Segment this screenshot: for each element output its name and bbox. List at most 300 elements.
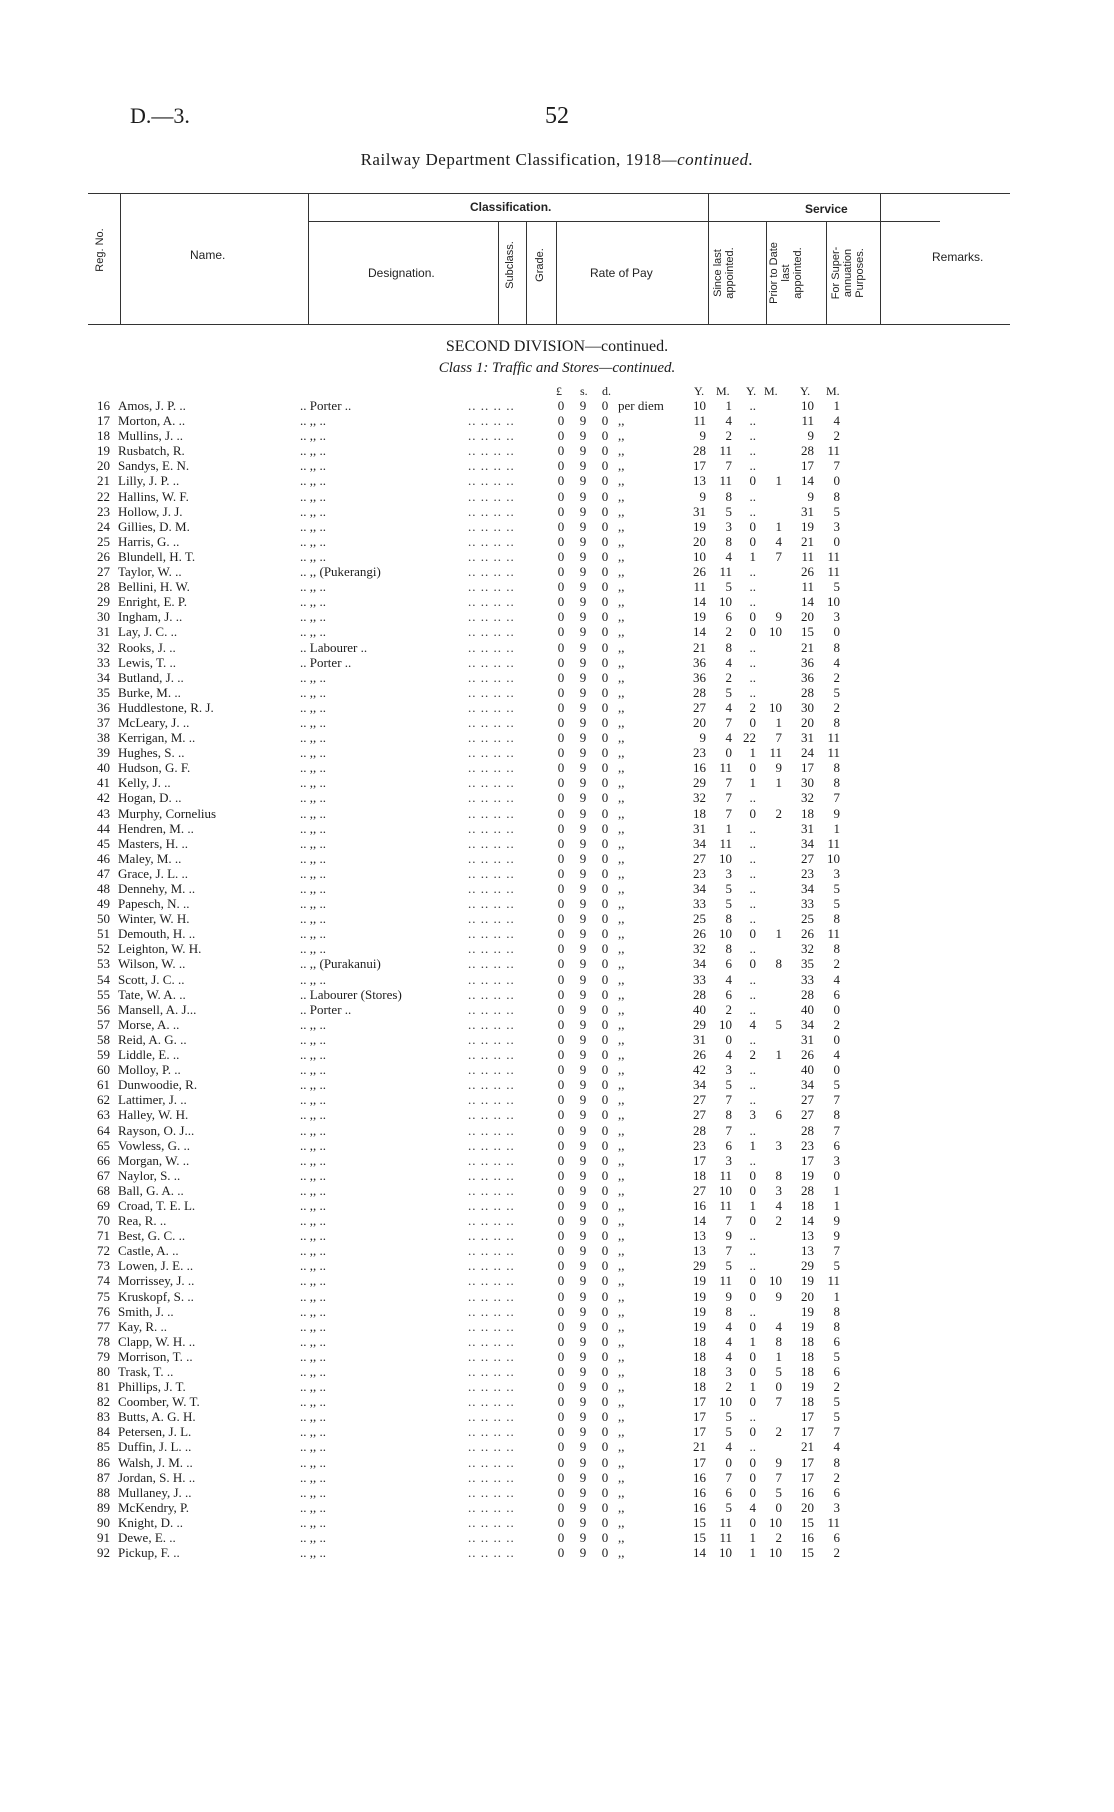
- employee-name: Morrison, T. ..: [118, 1348, 193, 1364]
- employee-name: Gillies, D. M.: [118, 518, 190, 534]
- pay-pounds: 0: [557, 1213, 565, 1229]
- prior-years: ..: [749, 835, 756, 851]
- pay-pence: 0: [601, 488, 609, 504]
- since-years: 18: [693, 1167, 706, 1183]
- reg-no: 36: [97, 699, 110, 715]
- pay-pence: 0: [601, 1288, 609, 1304]
- prior-years: 1: [749, 1137, 756, 1153]
- prior-years: ..: [749, 443, 756, 459]
- pay-pounds: 0: [557, 1258, 565, 1274]
- pay-period: ,,: [618, 1469, 625, 1485]
- table-row: [0, 1394, 1114, 1409]
- employee-name: Rea, R. ..: [118, 1213, 167, 1229]
- super-months: 4: [833, 654, 840, 670]
- pay-shillings: 9: [579, 654, 587, 670]
- pay-pence: 0: [601, 986, 609, 1002]
- pay-shillings: 9: [579, 488, 587, 504]
- employee-name: Kay, R. ..: [118, 1318, 167, 1334]
- pay-shillings: 9: [579, 1077, 587, 1093]
- super-months: 11: [827, 443, 840, 459]
- header-superannuation: For Super- annuation Purposes.: [830, 246, 866, 300]
- pay-period: ,,: [618, 1454, 625, 1470]
- designation: .. Porter ..: [300, 1001, 352, 1017]
- reg-no: 53: [97, 956, 110, 972]
- leader-dots: .. .. .. ..: [468, 745, 515, 761]
- since-months: 8: [725, 941, 732, 957]
- leader-dots: .. .. .. ..: [468, 1409, 515, 1425]
- super-years: 31: [801, 503, 814, 519]
- designation: .. ,, ..: [300, 820, 326, 836]
- pay-pounds: 0: [557, 941, 565, 957]
- designation: .. ,, ..: [300, 745, 326, 761]
- pay-pence: 0: [601, 518, 609, 534]
- employee-name: Petersen, J. L.: [118, 1424, 192, 1440]
- since-months: 3: [725, 1152, 732, 1168]
- pay-shillings: 9: [579, 775, 587, 791]
- employee-name: Phillips, J. T.: [118, 1379, 186, 1395]
- super-months: 2: [833, 699, 840, 715]
- pay-shillings: 9: [579, 1137, 587, 1153]
- table-row: [0, 987, 1114, 1002]
- table-row: [0, 473, 1114, 488]
- pay-shillings: 9: [579, 911, 587, 927]
- table-row: [0, 655, 1114, 670]
- pay-shillings: 9: [579, 896, 587, 912]
- leader-dots: .. .. .. ..: [468, 669, 515, 685]
- leader-dots: .. .. .. ..: [468, 518, 515, 534]
- super-months: 4: [833, 413, 840, 429]
- since-months: 6: [725, 986, 732, 1002]
- since-months: 4: [725, 1047, 732, 1063]
- table-row: [0, 685, 1114, 700]
- designation: .. ,, ..: [300, 911, 326, 927]
- employee-name: Papesch, N. ..: [118, 896, 190, 912]
- super-years: 14: [801, 473, 814, 489]
- super-months: 5: [833, 1077, 840, 1093]
- pay-shillings: 9: [579, 1213, 587, 1229]
- super-months: 8: [833, 1107, 840, 1123]
- super-months: 0: [833, 1062, 840, 1078]
- designation: .. ,, ..: [300, 413, 326, 429]
- super-years: 34: [801, 835, 814, 851]
- since-years: 28: [693, 443, 706, 459]
- pay-pounds: 0: [557, 548, 565, 564]
- since-years: 16: [693, 760, 706, 776]
- pay-pence: 0: [601, 790, 609, 806]
- table-row: [0, 956, 1114, 971]
- reg-no: 35: [97, 684, 110, 700]
- table-row: [0, 564, 1114, 579]
- leader-dots: .. .. .. ..: [468, 1047, 515, 1063]
- designation: .. ,, ..: [300, 1409, 326, 1425]
- pay-pence: 0: [601, 1243, 609, 1259]
- since-months: 11: [719, 1530, 732, 1546]
- pay-period: ,,: [618, 533, 625, 549]
- designation: .. ,, ..: [300, 1243, 326, 1259]
- super-years: 26: [801, 1047, 814, 1063]
- super-months: 0: [833, 624, 840, 640]
- pay-shillings: 9: [579, 1228, 587, 1244]
- table-row: [0, 1107, 1114, 1122]
- since-months: 7: [725, 805, 732, 821]
- pay-pounds: 0: [557, 1514, 565, 1530]
- pay-pence: 0: [601, 1167, 609, 1183]
- pay-period: ,,: [618, 684, 625, 700]
- pay-period: ,,: [618, 1514, 625, 1530]
- employee-name: Grace, J. L. ..: [118, 865, 189, 881]
- pay-pence: 0: [601, 1318, 609, 1334]
- since-years: 28: [693, 986, 706, 1002]
- super-months: 9: [833, 1228, 840, 1244]
- reg-no: 88: [97, 1484, 110, 1500]
- since-years: 27: [693, 1182, 706, 1198]
- pay-period: ,,: [618, 971, 625, 987]
- pay-period: ,,: [618, 413, 625, 429]
- reg-no: 23: [97, 503, 110, 519]
- header-since-last: Since last appointed.: [712, 247, 736, 299]
- prior-months: 4: [775, 533, 782, 549]
- since-months: 11: [719, 473, 732, 489]
- reg-no: 29: [97, 594, 110, 610]
- super-months: 11: [827, 926, 840, 942]
- since-years: 31: [693, 820, 706, 836]
- pay-period: ,,: [618, 941, 625, 957]
- designation: .. ,, ..: [300, 699, 326, 715]
- prior-years: ..: [749, 1439, 756, 1455]
- super-years: 35: [801, 956, 814, 972]
- super-months: 7: [833, 458, 840, 474]
- prior-years: 0: [749, 473, 756, 489]
- employee-name: Butland, J. ..: [118, 669, 184, 685]
- super-months: 8: [833, 760, 840, 776]
- table-row: [0, 1500, 1114, 1515]
- employee-name: Butts, A. G. H.: [118, 1409, 196, 1425]
- pay-pounds: 0: [557, 1001, 565, 1017]
- prior-years: ..: [749, 850, 756, 866]
- prior-months: 5: [775, 1016, 782, 1032]
- since-months: 10: [719, 1182, 732, 1198]
- super-months: 4: [833, 1047, 840, 1063]
- since-years: 26: [693, 564, 706, 580]
- reg-no: 82: [97, 1394, 110, 1410]
- leader-dots: .. .. .. ..: [468, 609, 515, 625]
- pay-pence: 0: [601, 760, 609, 776]
- leader-dots: .. .. .. ..: [468, 1243, 515, 1259]
- since-months: 0: [725, 1454, 732, 1470]
- designation: .. ,, ..: [300, 1258, 326, 1274]
- designation: .. ,, ..: [300, 1107, 326, 1123]
- pay-period: ,,: [618, 1424, 625, 1440]
- leader-dots: .. .. .. ..: [468, 1092, 515, 1108]
- pay-pence: 0: [601, 1348, 609, 1364]
- col-rule-9: [880, 193, 881, 324]
- since-years: 21: [693, 1439, 706, 1455]
- prior-years: ..: [749, 669, 756, 685]
- designation: .. ,, ..: [300, 1062, 326, 1078]
- pay-shillings: 9: [579, 1303, 587, 1319]
- pay-pounds: 0: [557, 775, 565, 791]
- reg-no: 21: [97, 473, 110, 489]
- super-years: 11: [801, 548, 814, 564]
- since-years: 10: [693, 398, 706, 413]
- prior-years: ..: [749, 1122, 756, 1138]
- super-years: 17: [801, 1409, 814, 1425]
- pay-shillings: 9: [579, 398, 587, 413]
- super-years: 20: [801, 1499, 814, 1515]
- designation: .. ,, ..: [300, 1364, 326, 1379]
- header-top-rule: [88, 193, 1010, 194]
- header-name: Name.: [190, 248, 226, 262]
- pay-pounds: 0: [557, 1016, 565, 1032]
- since-years: 34: [693, 835, 706, 851]
- table-row: [0, 1062, 1114, 1077]
- pay-pounds: 0: [557, 1364, 565, 1379]
- pay-period: ,,: [618, 1062, 625, 1078]
- table-row: [0, 972, 1114, 987]
- prior-months: 1: [775, 473, 782, 489]
- super-years: 36: [801, 654, 814, 670]
- prior-years: 0: [749, 518, 756, 534]
- super-months: 6: [833, 1137, 840, 1153]
- pay-shillings: 9: [579, 1484, 587, 1500]
- reg-no: 60: [97, 1062, 110, 1078]
- leader-dots: .. .. .. ..: [468, 971, 515, 987]
- pay-shillings: 9: [579, 548, 587, 564]
- super-years: 26: [801, 564, 814, 580]
- pay-pence: 0: [601, 911, 609, 927]
- pay-shillings: 9: [579, 669, 587, 685]
- super-years: 9: [807, 428, 814, 444]
- reg-no: 22: [97, 488, 110, 504]
- pay-pence: 0: [601, 775, 609, 791]
- pay-pounds: 0: [557, 594, 565, 610]
- prior-months: 0: [775, 1499, 782, 1515]
- pay-shillings: 9: [579, 714, 587, 730]
- pay-pence: 0: [601, 926, 609, 942]
- class-title: Class 1: Traffic and Stores—continued.: [438, 360, 676, 376]
- employee-name: Lewis, T. ..: [118, 654, 177, 670]
- leader-dots: .. .. .. ..: [468, 1228, 515, 1244]
- since-months: 7: [725, 1122, 732, 1138]
- super-years: 19: [801, 1303, 814, 1319]
- pay-period: ,,: [618, 1137, 625, 1153]
- pay-pence: 0: [601, 548, 609, 564]
- super-years: 32: [801, 941, 814, 957]
- super-months: 10: [827, 594, 840, 610]
- pay-pence: 0: [601, 639, 609, 655]
- table-row: [0, 700, 1114, 715]
- table-row: [0, 1319, 1114, 1334]
- leader-dots: .. .. .. ..: [468, 1454, 515, 1470]
- since-months: 5: [725, 896, 732, 912]
- prior-months: 11: [769, 745, 782, 761]
- pay-pounds: 0: [557, 956, 565, 972]
- prior-years: ..: [749, 1092, 756, 1108]
- super-months: 11: [827, 1273, 840, 1289]
- prior-years: 1: [749, 1379, 756, 1395]
- employee-name: Dunwoodie, R.: [118, 1077, 198, 1093]
- designation: .. ,, ..: [300, 473, 326, 489]
- pay-pounds: 0: [557, 1439, 565, 1455]
- employee-name: Rusbatch, R.: [118, 443, 185, 459]
- pay-pounds: 0: [557, 1062, 565, 1078]
- table-row: [0, 806, 1114, 821]
- pay-pence: 0: [601, 684, 609, 700]
- employee-name: Hendren, M. ..: [118, 820, 194, 836]
- designation: .. ,, ..: [300, 1137, 326, 1153]
- super-years: 17: [801, 1424, 814, 1440]
- since-months: 6: [725, 1484, 732, 1500]
- employee-name: Coomber, W. T.: [118, 1394, 200, 1410]
- employee-name: Hallins, W. F.: [118, 488, 189, 504]
- pay-shillings: 9: [579, 745, 587, 761]
- pay-shillings: 9: [579, 518, 587, 534]
- since-years: 16: [693, 1197, 706, 1213]
- leader-dots: .. .. .. ..: [468, 1016, 515, 1032]
- super-months: 8: [833, 911, 840, 927]
- unit-super-months: M.: [826, 384, 840, 398]
- since-months: 8: [725, 911, 732, 927]
- prior-months: 3: [775, 1137, 782, 1153]
- since-years: 27: [693, 1107, 706, 1123]
- reg-no: 52: [97, 941, 110, 957]
- table-row: [0, 594, 1114, 609]
- prior-months: 8: [775, 1167, 782, 1183]
- since-years: 17: [693, 1152, 706, 1168]
- super-months: 2: [833, 956, 840, 972]
- table-row: [0, 428, 1114, 443]
- pay-shillings: 9: [579, 1499, 587, 1515]
- pay-shillings: 9: [579, 443, 587, 459]
- leader-dots: .. .. .. ..: [468, 1394, 515, 1410]
- pay-period: ,,: [618, 926, 625, 942]
- pay-shillings: 9: [579, 971, 587, 987]
- pay-pence: 0: [601, 956, 609, 972]
- pay-pounds: 0: [557, 926, 565, 942]
- since-years: 20: [693, 533, 706, 549]
- pay-pence: 0: [601, 1047, 609, 1063]
- table-row: [0, 549, 1114, 564]
- pay-pence: 0: [601, 1424, 609, 1440]
- leader-dots: .. .. .. ..: [468, 1182, 515, 1198]
- employee-name: Masters, H. ..: [118, 835, 189, 851]
- pay-shillings: 9: [579, 1318, 587, 1334]
- pay-pence: 0: [601, 1484, 609, 1500]
- employee-name: Pickup, F. ..: [118, 1545, 180, 1561]
- since-years: 34: [693, 1077, 706, 1093]
- leader-dots: .. .. .. ..: [468, 835, 515, 851]
- designation: .. ,, ..: [300, 1228, 326, 1244]
- super-months: 11: [827, 835, 840, 851]
- table-row: [0, 745, 1114, 760]
- super-years: 18: [801, 1333, 814, 1349]
- prior-months: 10: [769, 1514, 782, 1530]
- super-months: 5: [833, 896, 840, 912]
- pay-pence: 0: [601, 1197, 609, 1213]
- pay-period: ,,: [618, 1484, 625, 1500]
- pay-shillings: 9: [579, 624, 587, 640]
- prior-years: 2: [749, 699, 756, 715]
- pay-pence: 0: [601, 654, 609, 670]
- prior-months: 7: [775, 548, 782, 564]
- pay-pounds: 0: [557, 820, 565, 836]
- designation: .. ,, ..: [300, 790, 326, 806]
- pay-period: ,,: [618, 911, 625, 927]
- pay-pence: 0: [601, 820, 609, 836]
- prior-months: 1: [775, 926, 782, 942]
- pay-pence: 0: [601, 1001, 609, 1017]
- document-title-suffix: —continued.: [661, 150, 754, 169]
- leader-dots: .. .. .. ..: [468, 639, 515, 655]
- pay-shillings: 9: [579, 850, 587, 866]
- reg-no: 65: [97, 1137, 110, 1153]
- pay-shillings: 9: [579, 1454, 587, 1470]
- since-years: 34: [693, 881, 706, 896]
- pay-pounds: 0: [557, 1228, 565, 1244]
- pay-shillings: 9: [579, 941, 587, 957]
- pay-period: ,,: [618, 745, 625, 761]
- employee-name: McKendry, P.: [118, 1499, 190, 1515]
- pay-pounds: 0: [557, 1152, 565, 1168]
- designation: .. ,, ..: [300, 714, 326, 730]
- prior-years: 0: [749, 1182, 756, 1198]
- designation: .. ,, ..: [300, 1545, 326, 1561]
- super-years: 20: [801, 1288, 814, 1304]
- pay-shillings: 9: [579, 594, 587, 610]
- leader-dots: .. .. .. ..: [468, 1273, 515, 1289]
- pay-pence: 0: [601, 714, 609, 730]
- pay-pence: 0: [601, 624, 609, 640]
- since-years: 27: [693, 699, 706, 715]
- prior-years: ..: [749, 1243, 756, 1259]
- since-months: 10: [719, 1545, 732, 1561]
- header-bottom-rule: [88, 324, 1010, 325]
- prior-years: 0: [749, 1469, 756, 1485]
- leader-dots: .. .. .. ..: [468, 1424, 515, 1440]
- pay-shillings: 9: [579, 1273, 587, 1289]
- leader-dots: .. .. .. ..: [468, 548, 515, 564]
- since-years: 31: [693, 503, 706, 519]
- reg-no: 71: [97, 1228, 110, 1244]
- leader-dots: .. .. .. ..: [468, 413, 515, 429]
- since-months: 6: [725, 1137, 732, 1153]
- pay-period: ,,: [618, 835, 625, 851]
- super-months: 10: [827, 850, 840, 866]
- pay-pence: 0: [601, 835, 609, 851]
- prior-years: 0: [749, 926, 756, 942]
- designation: .. ,, ..: [300, 926, 326, 942]
- leader-dots: .. .. .. ..: [468, 956, 515, 972]
- prior-months: 1: [775, 1348, 782, 1364]
- super-years: 23: [801, 1137, 814, 1153]
- prior-years: ..: [749, 881, 756, 896]
- designation: .. ,, ..: [300, 896, 326, 912]
- table-row: [0, 489, 1114, 504]
- prior-years: 0: [749, 1273, 756, 1289]
- prior-years: 0: [749, 1364, 756, 1379]
- employee-name: Liddle, E. ..: [118, 1047, 180, 1063]
- since-years: 15: [693, 1530, 706, 1546]
- designation: .. ,, ..: [300, 503, 326, 519]
- prior-years: 4: [749, 1016, 756, 1032]
- super-years: 32: [801, 790, 814, 806]
- employee-name: Walsh, J. M. ..: [118, 1454, 193, 1470]
- employee-name: McLeary, J. ..: [118, 714, 190, 730]
- employee-name: Leighton, W. H.: [118, 941, 202, 957]
- table-row: [0, 1077, 1114, 1092]
- page-number: 52: [545, 103, 569, 129]
- pay-period: ,,: [618, 428, 625, 444]
